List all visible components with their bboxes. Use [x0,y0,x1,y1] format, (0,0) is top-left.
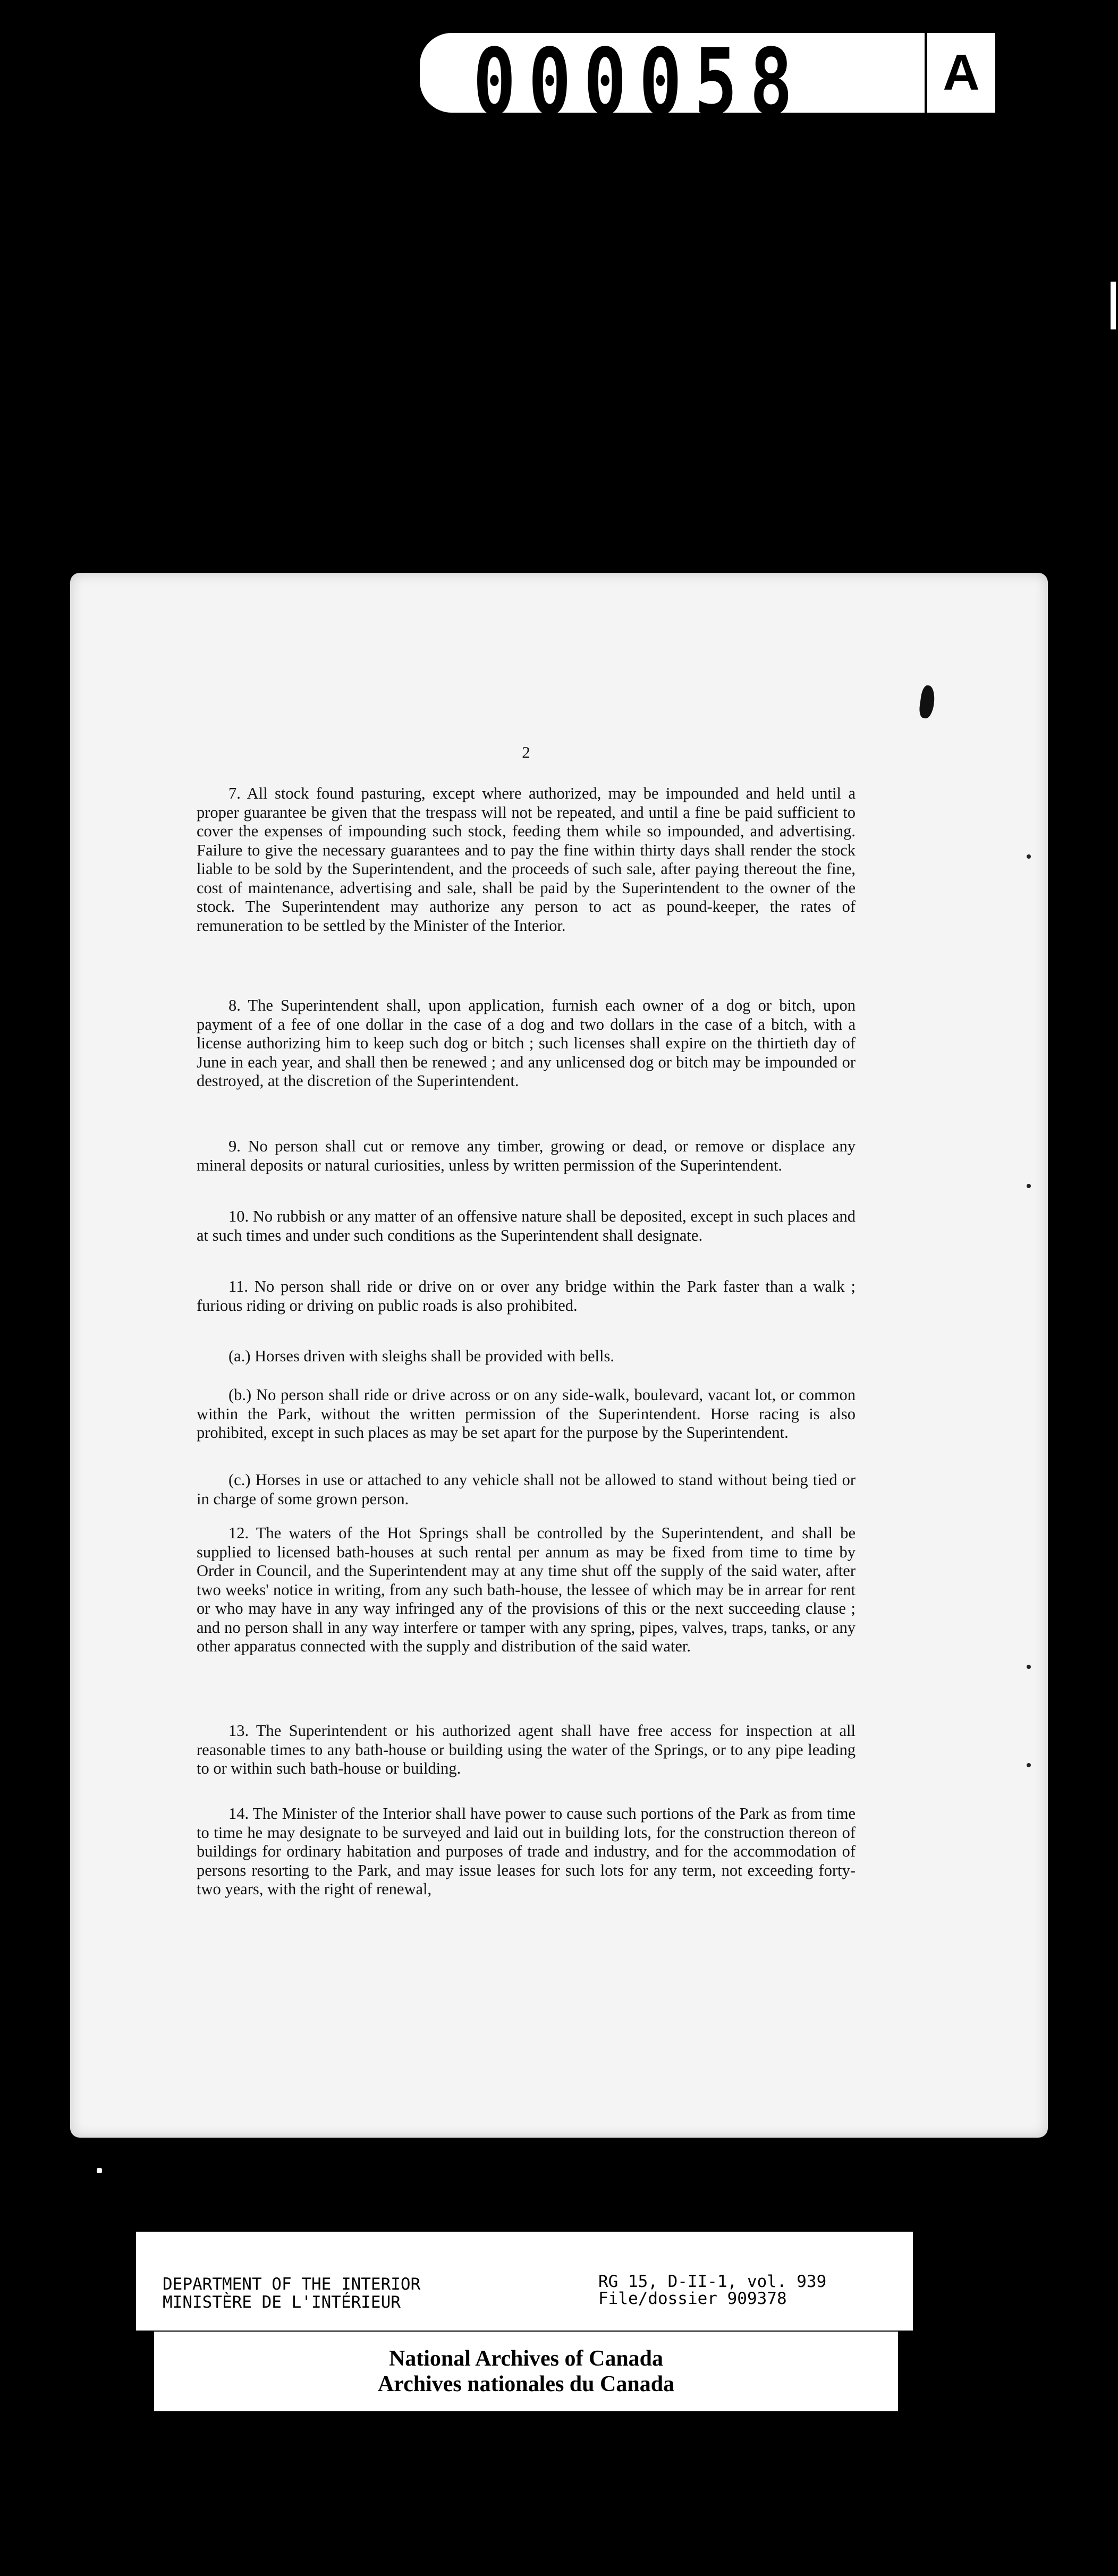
archives-name-en: National Archives of Canada [388,2346,664,2371]
paragraph-11: 11. No person shall ride or drive on or over any bridge within the Park faster than a walk ; furious riding or driving on public roads is also prohibited. [197,1277,856,1315]
paragraph-14: 14. The Minister of the Interior shall have power to cause such portions of the Park as from time to time he may designate to be surveyed and laid out in building lots, for the construction thereon of buildings for ordinary habitation and purposes of trade and industry, and for the accommodation of persons resorting to the Park, and may issue leases for such lots for any term, not exceeding forty-two years, with the right of renewal, [197,1804,856,1898]
paragraph-7: 7. All stock found pasturing, except where authorized, may be impounded and held until a proper guarantee be given that the trespass will not be repeated, and until a fine be paid sufficient to cover the expenses of impounding such stock, feeding them while so impounded, and advertising. Failure to give the necessary guarantees and to pay the fine within thirty days shall render the stock liable to be sold by the Superintendent, and the proceeds of such sale, after paying thereout the fine, cost of maintenance, advertising and sale, shall be paid by the Superintendent to the owner of the stock. The Superintendent may authorize any person to act as pound-keeper, the rates of remuneration to be settled by the Minister of the Interior. [197,784,856,935]
film-edge-mark [1111,282,1116,329]
ink-blot [918,684,936,719]
paragraph-10: 10. No rubbish or any matter of an offensive nature shall be deposited, except in such places and at such times and under such conditions as the Superintendent shall designate. [197,1207,856,1244]
file-number: File/dossier 909378 [598,2289,787,2308]
record-group: RG 15, D-II-1, vol. 939 [598,2272,827,2291]
margin-dot [1027,1184,1031,1188]
department-names [163,2275,420,2311]
paragraph-11c: (c.) Horses in use or attached to any vehicle shall not be allowed to stand without being tied or in charge of some grown person. [197,1471,856,1508]
paragraph-11a: (a.) Horses driven with sleighs shall be provided with bells. [228,1347,614,1365]
file-reference [598,2273,826,2307]
department-label [136,2232,913,2331]
film-speck [97,2168,102,2173]
department-en: DEPARTMENT OF THE INTERIOR [163,2275,421,2294]
frame-number-plate [420,29,925,135]
archives-name-fr: Archives nationales du Canada [377,2372,675,2396]
frame-letter: A [927,33,995,113]
frame-number: 000058 [473,29,806,135]
document-page [70,573,1048,2138]
margin-dot [1027,1665,1031,1669]
paragraph-13: 13. The Superintendent or his authorized agent shall have free access for inspection at all reasonable times to any bath-house or building using the water of the Springs, or to any pipe leading to or within such bath-house or building. [197,1722,856,1777]
archives-label [154,2332,898,2411]
paragraph-8: 8. The Superintendent shall, upon application, furnish each owner of a dog or bitch, upon payment of a fee of one dollar in the case of a dog and two dollars in the case of a bitch, with a license authorizing him to keep such dog or bitch ; such licenses shall expire on the thirtieth day of June in each year, and shall then be renewed ; and any unlicensed dog or bitch may be impounded or destroyed, at the discretion of the Superintendent. [197,996,856,1090]
page-number: 2 [522,743,530,761]
paragraph-12: 12. The waters of the Hot Springs shall be controlled by the Superintendent, and shall be supplied to licensed bath-houses at such rental per annum as may be fixed from time to time by Order in Council, and the Superintendent may at any time shut off the supply of the said water, after two weeks' notice in writing, from any such bath-house, the lessee of which may be in arrear for rent or who may have in any way infringed any of the provisions of this or the next succeeding clause ; and no person shall in any way interfere or tamper with any spring, pipes, valves, traps, tanks, or any other apparatus connected with the supply and distribution of the said water. [197,1524,856,1655]
paragraph-11b: (b.) No person shall ride or drive across or on any side-walk, boulevard, vacant lot, or common within the Park, without the written permission of the Superintendent. Horse racing is also prohibited, except in such places as may be set apart for the purpose by the Superintendent. [197,1386,856,1442]
department-fr: MINISTÈRE DE L'INTÉRIEUR [163,2293,401,2312]
margin-dot [1027,854,1031,859]
paragraph-9: 9. No person shall cut or remove any timber, growing or dead, or remove or displace any mineral deposits or natural curiosities, unless by written permission of the Superintendent. [197,1137,856,1174]
margin-dot [1027,1763,1031,1767]
